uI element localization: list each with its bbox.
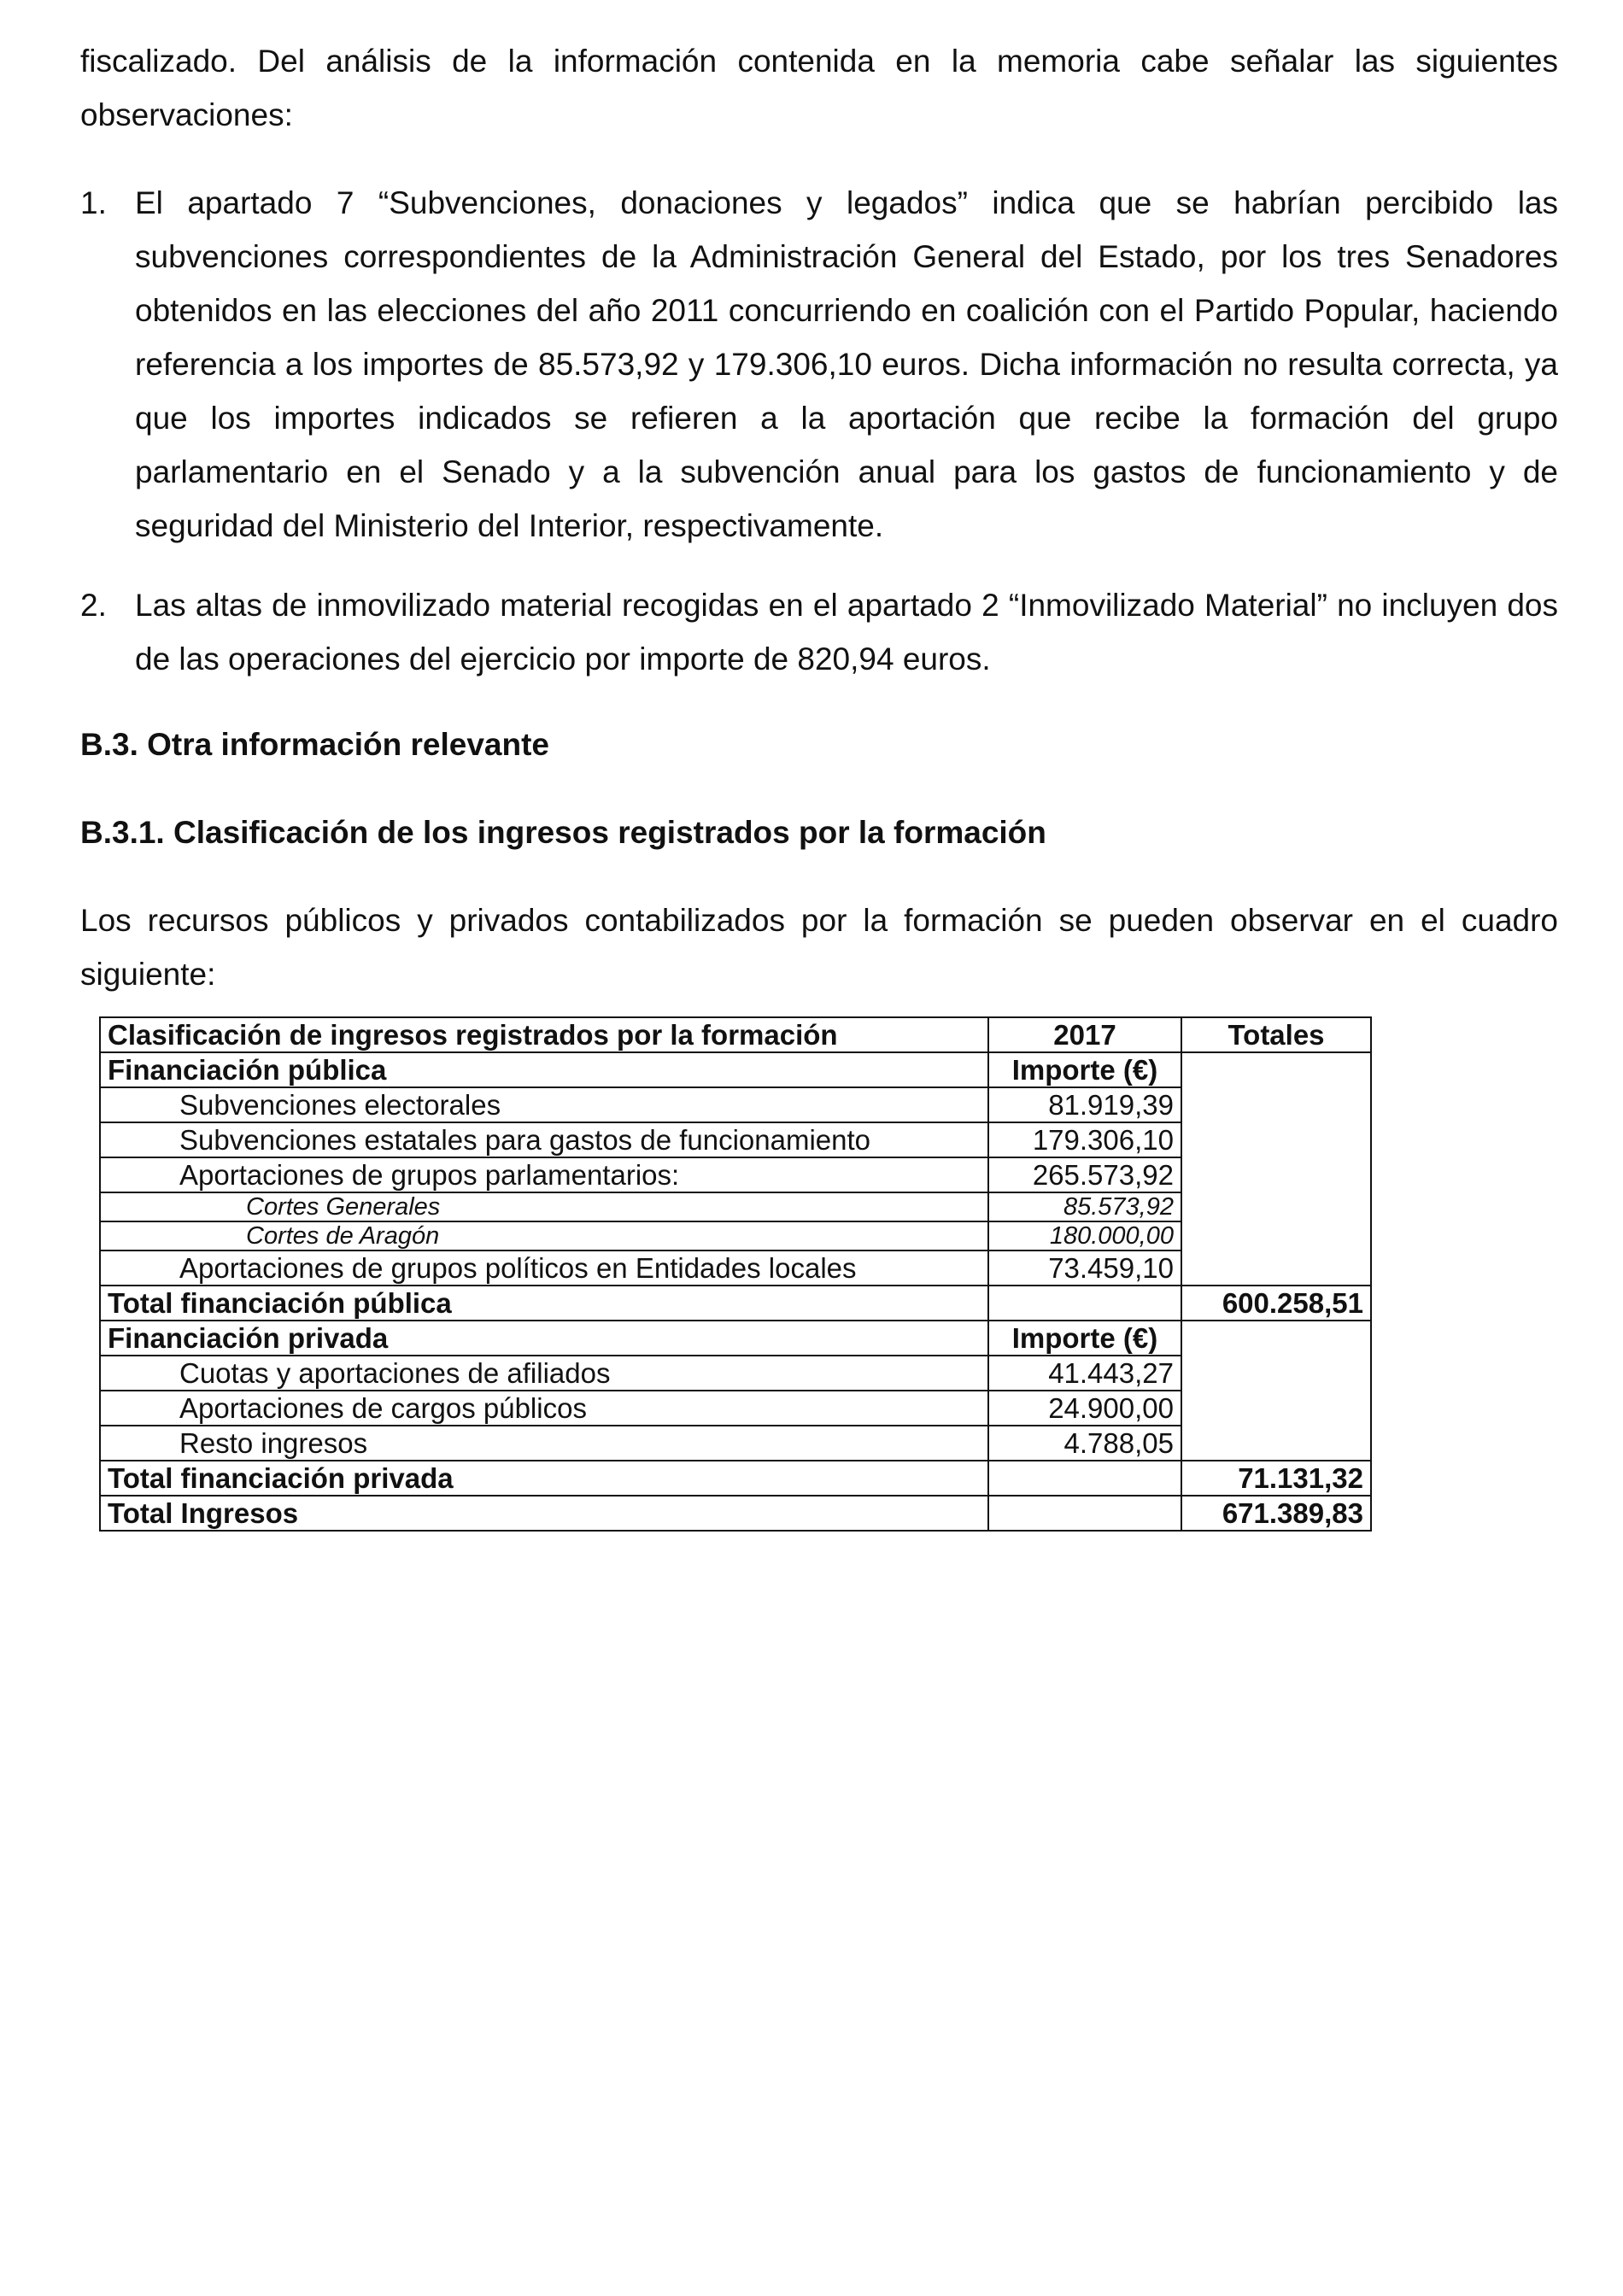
row-label: Aportaciones de grupos parlamentarios: bbox=[100, 1157, 988, 1192]
total-income-row bbox=[100, 1496, 1371, 1531]
table-row bbox=[100, 1356, 1371, 1391]
table-subrow bbox=[100, 1192, 1371, 1221]
subrow-label: Cortes Generales bbox=[100, 1192, 988, 1221]
importe-label: Importe (€) bbox=[988, 1052, 1181, 1087]
row-value: 179.306,10 bbox=[988, 1122, 1181, 1157]
empty-cell bbox=[988, 1496, 1181, 1531]
importe-label: Importe (€) bbox=[988, 1321, 1181, 1356]
row-value: 73.459,10 bbox=[988, 1250, 1181, 1286]
list-item bbox=[80, 578, 1558, 686]
row-value: 81.919,39 bbox=[988, 1087, 1181, 1122]
header-year: 2017 bbox=[988, 1017, 1181, 1052]
row-value: 41.443,27 bbox=[988, 1356, 1181, 1391]
list-text: Las altas de inmovilizado material recogidas en el apartado 2 “Inmovilizado Material” no incluyen dos de las operaciones del ejercicio por importe de 820,94 euros. bbox=[135, 588, 1558, 676]
section-heading-b3: B.3. Otra información relevante bbox=[80, 727, 550, 762]
empty-cell bbox=[988, 1286, 1181, 1321]
header-classification: Clasificación de ingresos registrados por la formación bbox=[100, 1017, 988, 1052]
empty-cell bbox=[988, 1461, 1181, 1496]
row-value: 4.788,05 bbox=[988, 1426, 1181, 1461]
table-row bbox=[100, 1157, 1371, 1192]
subrow-label: Cortes de Aragón bbox=[100, 1221, 988, 1250]
list-number: 2. bbox=[80, 588, 107, 623]
header-totals: Totales bbox=[1181, 1017, 1371, 1052]
total-public-value: 600.258,51 bbox=[1181, 1286, 1371, 1321]
private-heading: Financiación privada bbox=[100, 1321, 988, 1356]
total-public-label: Total financiación pública bbox=[100, 1286, 988, 1321]
table-row bbox=[100, 1391, 1371, 1426]
empty-totals-cell bbox=[1181, 1052, 1371, 1286]
list-item bbox=[80, 176, 1558, 553]
intro-paragraph: fiscalizado. Del análisis de la información contenida en la memoria cabe señalar las siguientes observaciones: bbox=[80, 44, 1558, 132]
table-row bbox=[100, 1250, 1371, 1286]
total-private-value: 71.131,32 bbox=[1181, 1461, 1371, 1496]
row-label: Subvenciones estatales para gastos de funcionamiento bbox=[100, 1122, 988, 1157]
section-heading-b31: B.3.1. Clasificación de los ingresos registrados por la formación bbox=[80, 815, 1046, 850]
table-row bbox=[100, 1087, 1371, 1122]
row-label: Cuotas y aportaciones de afiliados bbox=[100, 1356, 988, 1391]
table-header-row bbox=[100, 1017, 1371, 1052]
table-row bbox=[100, 1426, 1371, 1461]
row-label: Subvenciones electorales bbox=[100, 1087, 988, 1122]
table-intro-paragraph: Los recursos públicos y privados contabilizados por la formación se pueden observar en el cuadro siguiente: bbox=[80, 903, 1558, 992]
table-row bbox=[100, 1052, 1371, 1087]
public-heading: Financiación pública bbox=[100, 1052, 988, 1087]
total-income-value: 671.389,83 bbox=[1181, 1496, 1371, 1531]
total-public-row bbox=[100, 1286, 1371, 1321]
list-text: El apartado 7 “Subvenciones, donaciones y legados” indica que se habrían percibido las subvenciones correspondientes de la Administración General del Estado, por los tres Senadores obtenidos en las elecciones del año 2011 concurriendo en coalición con el Partido Popular, haciendo referencia a los importes de 85.573,92 y 179.306,10 euros. Dicha información no resulta correcta, ya que los importes indicados se refieren a la aportación que recibe la formación del grupo parlamentario en el Senado y a la subvención anual para los gastos de funcionamiento y de seguridad del Ministerio del Interior, respectivamente. bbox=[135, 185, 1558, 543]
subrow-value: 85.573,92 bbox=[988, 1192, 1181, 1221]
row-label: Aportaciones de grupos políticos en Entidades locales bbox=[100, 1250, 988, 1286]
row-label: Resto ingresos bbox=[100, 1426, 988, 1461]
list-number: 1. bbox=[80, 185, 107, 220]
total-income-label: Total Ingresos bbox=[100, 1496, 988, 1531]
row-label: Aportaciones de cargos públicos bbox=[100, 1391, 988, 1426]
income-table bbox=[99, 1016, 1372, 1532]
observations-list bbox=[80, 176, 1558, 686]
total-private-label: Total financiación privada bbox=[100, 1461, 988, 1496]
row-value: 24.900,00 bbox=[988, 1391, 1181, 1426]
document-page bbox=[80, 34, 1558, 1001]
table-subrow bbox=[100, 1221, 1371, 1250]
table-row bbox=[100, 1122, 1371, 1157]
empty-totals-cell bbox=[1181, 1321, 1371, 1461]
total-private-row bbox=[100, 1461, 1371, 1496]
table-row bbox=[100, 1321, 1371, 1356]
subrow-value: 180.000,00 bbox=[988, 1221, 1181, 1250]
row-value: 265.573,92 bbox=[988, 1157, 1181, 1192]
